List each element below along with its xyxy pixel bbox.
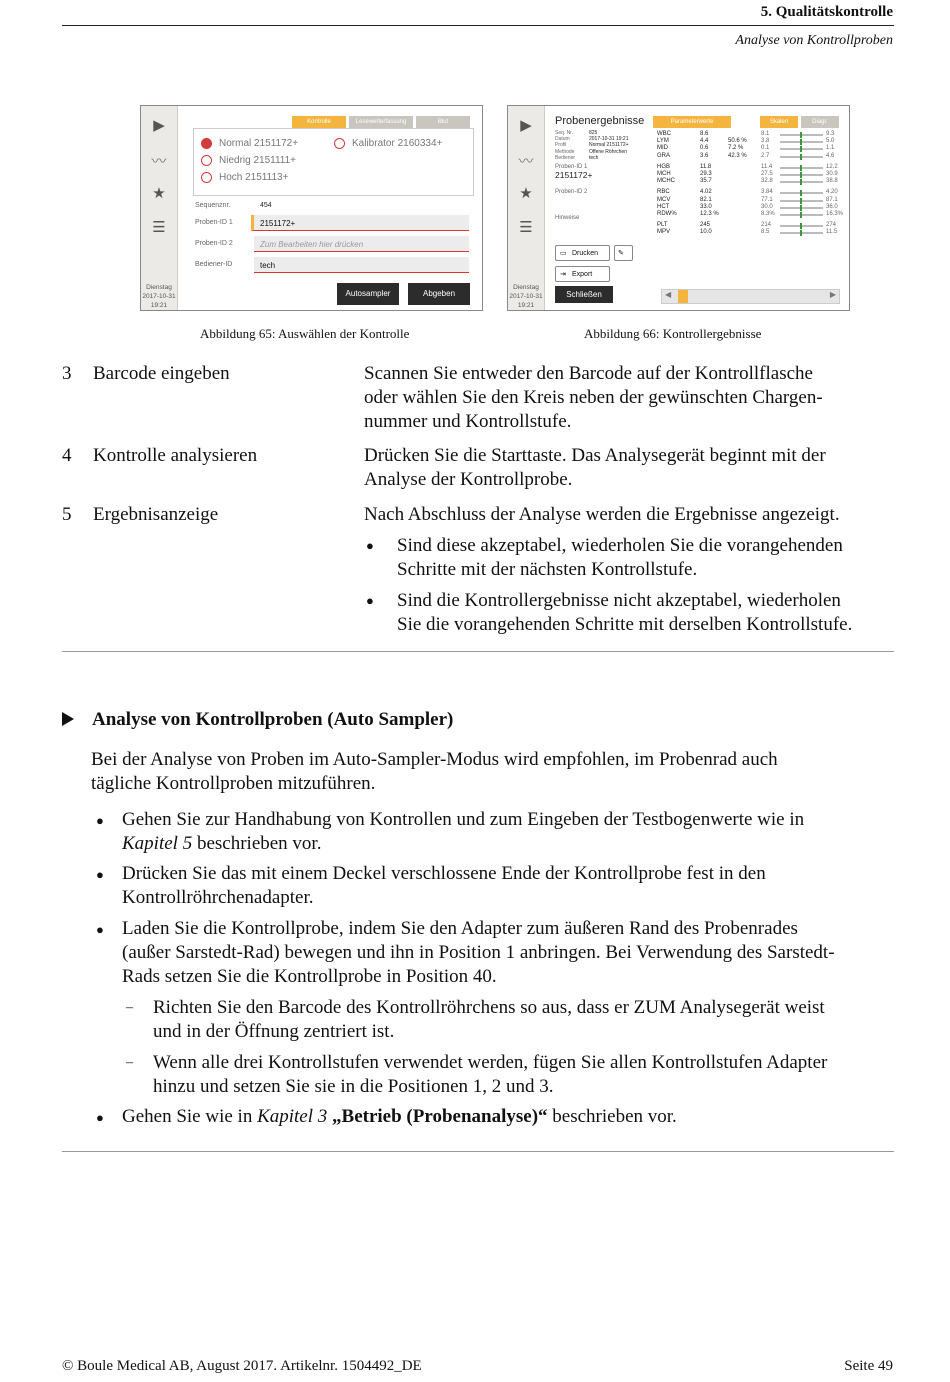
param-low: 27.5	[761, 171, 773, 177]
export-icon: ⇥	[560, 271, 566, 278]
pid1-value: 2151172+	[555, 170, 593, 180]
range-marker	[800, 139, 802, 145]
param-low: 32.8	[761, 178, 773, 185]
step-description: Drücken Sie die Starttaste. Das Analysegerät beginnt mit der Analyse der Kontrollprobe.	[364, 445, 826, 490]
scroll-right-icon[interactable]: ▶	[829, 290, 836, 299]
param-value: 10.0	[700, 229, 712, 236]
param-value: 11.8	[700, 163, 712, 170]
range-bar	[780, 200, 823, 202]
divider	[62, 1151, 894, 1152]
menu-icon[interactable]: ☰	[152, 219, 166, 236]
range-bar	[780, 225, 823, 227]
param-percent: 42.3 %	[728, 152, 747, 159]
range-marker	[800, 172, 802, 178]
param-high: 87.1	[826, 196, 838, 203]
param-low: 3.84	[761, 189, 773, 196]
list-item: Gehen Sie zur Handhabung von Kontrollen und zum Eingeben der Testbogenwerte wie in Kapitel 5 beschrieben vor.	[122, 809, 805, 854]
sidebar-datetime: Dienstag 2017-10-31 19:21	[142, 284, 176, 309]
control-selection-screenshot	[140, 105, 483, 311]
control-results-screenshot	[507, 105, 850, 311]
footer-copyright: © Boule Medical AB, August 2017. Artikelnr. 1504492_DE	[62, 1358, 422, 1374]
param-value: 82.1	[700, 196, 712, 203]
operator-field[interactable]: tech	[254, 257, 469, 273]
range-bar	[780, 232, 823, 234]
sub-list-item: Wenn alle drei Kontrollstufen verwendet werden, fügen Sie allen Kontrollstufen Adapter hinzu und setzen Sie sie in die Positionen 1, 2 und 3.	[153, 1052, 828, 1097]
range-bar	[780, 174, 823, 176]
param-name: GRA	[657, 152, 671, 159]
bullet-icon: ●	[96, 867, 104, 882]
param-value: 29.3	[700, 171, 712, 177]
tab-blood[interactable]: Blut	[416, 116, 470, 128]
tab-scales[interactable]: Skalen	[760, 116, 798, 128]
chart-icon[interactable]: 〰	[151, 153, 167, 170]
meta-label: Seq. Nr.	[555, 130, 574, 136]
play-icon[interactable]: ▶	[153, 117, 165, 134]
radio-high[interactable]	[201, 172, 212, 183]
param-name: RDW%	[657, 211, 677, 217]
scroll-left-icon[interactable]: ◀	[665, 290, 672, 299]
range-bar	[780, 192, 823, 194]
printer-icon: ▭	[560, 250, 567, 257]
param-name: WBC	[657, 131, 671, 137]
close-button[interactable]: Schließen	[555, 286, 613, 303]
radio-normal[interactable]	[201, 138, 212, 149]
step-number: 4	[62, 445, 72, 466]
param-name: MPV	[657, 229, 671, 236]
edit-button[interactable]	[614, 245, 633, 261]
sidebar-datetime: Dienstag 2017-10-31 19:21	[509, 284, 543, 309]
param-high: 16.3%	[826, 211, 844, 217]
pid1-label: Proben-ID 1	[195, 219, 233, 226]
range-bar	[780, 167, 823, 169]
meta-value: tech	[589, 154, 599, 161]
param-name: HCT	[657, 203, 670, 210]
range-bar	[780, 181, 823, 183]
range-marker	[800, 205, 802, 211]
param-high: 9.3	[826, 131, 835, 137]
range-bar	[780, 214, 823, 216]
operator-label: Bediener-ID	[195, 261, 233, 268]
range-marker	[800, 190, 802, 196]
submit-button[interactable]: Abgeben	[408, 283, 470, 305]
chart-icon[interactable]: 〰	[518, 153, 534, 170]
param-value: 4.02	[700, 189, 712, 196]
level-normal-label: Normal 2151172+	[219, 138, 299, 149]
radio-calibrator[interactable]	[334, 138, 345, 149]
step-title: Ergebnisanzeige	[93, 504, 219, 525]
range-bar	[780, 134, 823, 136]
divider	[62, 651, 894, 652]
param-value: 8.6	[700, 131, 709, 137]
range-bar	[780, 141, 823, 143]
param-name: MCV	[657, 196, 671, 203]
param-high: 5.0	[826, 138, 835, 145]
param-value: 35.7	[700, 178, 712, 185]
edit-icon: ✎	[618, 250, 624, 257]
horizontal-scrollbar[interactable]	[661, 289, 840, 304]
range-bar	[780, 207, 823, 209]
param-low: 8.3%	[761, 211, 775, 217]
param-low: 8.5	[761, 229, 770, 236]
chapter-title: 5. Qualitätskontrolle	[760, 4, 893, 20]
param-value: 3.6	[700, 152, 709, 159]
step-title: Kontrolle analysieren	[93, 445, 258, 466]
param-name: RBC	[657, 189, 670, 196]
param-high: 1.1	[826, 145, 835, 152]
param-name: MCHC	[657, 178, 675, 185]
list-item: Sind diese akzeptabel, wiederholen Sie die vorangehenden Schritte mit der nächsten Kontrollstufe.	[397, 535, 843, 580]
param-high: 4.20	[826, 189, 838, 196]
tab-diagrams[interactable]: Diagr.	[801, 116, 839, 128]
triangle-icon	[62, 712, 74, 726]
level-low-label: Niedrig 2151111+	[219, 155, 297, 166]
header-rule	[62, 25, 894, 26]
section-subtitle: Analyse von Kontrollproben	[735, 33, 893, 48]
bullet-icon: ●	[96, 813, 104, 828]
param-low: 0.1	[761, 145, 770, 152]
tab-reading-capture[interactable]: Lesewerterfassung	[349, 116, 413, 128]
param-low: 77.1	[761, 196, 773, 203]
dash-icon: –	[126, 1000, 133, 1015]
meta-value: 825	[589, 130, 598, 136]
param-name: LYM	[657, 138, 669, 145]
param-name: PLT	[657, 222, 668, 229]
star-icon[interactable]: ★	[519, 185, 533, 202]
step-description: Nach Abschluss der Analyse werden die Ergebnisse angezeigt.	[364, 504, 840, 525]
param-value: 0.6	[700, 145, 709, 152]
param-high: 30.9	[826, 171, 838, 177]
star-icon[interactable]: ★	[152, 185, 166, 202]
range-bar	[780, 148, 823, 150]
range-bar	[780, 156, 823, 158]
list-item: Gehen Sie wie in Kapitel 3 „Betrieb (Probenanalyse)“ beschrieben vor.	[122, 1106, 677, 1127]
section-heading: Analyse von Kontrollproben (Auto Sampler)	[62, 709, 453, 731]
list-item: Sind die Kontrollergebnisse nicht akzeptabel, wiederholen Sie die vorangehenden Schritte mit derselben Kontrollstufe.	[397, 590, 853, 635]
caption-fig65: Abbildung 65: Auswählen der Kontrolle	[200, 326, 410, 341]
param-low: 214	[761, 222, 772, 229]
bullet-icon: ●	[96, 922, 104, 937]
notes-label: Hinweise	[555, 215, 580, 221]
list-item: Drücken Sie das mit einem Deckel verschlossene Ende der Kontrollprobe fest in den Kontrollröhrchenadapter.	[122, 863, 766, 908]
meta-label: Methode	[555, 148, 575, 155]
radio-low[interactable]	[201, 155, 212, 166]
intro-paragraph: Bei der Analyse von Proben im Auto-Sampler-Modus wird empfohlen, im Probenrad auch tägliche Kontrollproben mitzuführen.	[91, 749, 778, 794]
param-value: 12.3 %	[700, 211, 719, 217]
range-marker	[800, 154, 802, 160]
caption-fig66: Abbildung 66: Kontrollergebnisse	[584, 326, 762, 341]
param-percent: 7.2 %	[728, 145, 744, 152]
step-description: Scannen Sie entweder den Barcode auf der Kontrollflasche oder wählen Sie den Kreis neben der gewünschten Chargen- nummer und Kontrollstufe.	[364, 363, 823, 432]
sidebar	[508, 106, 545, 310]
param-low: 30.0	[761, 203, 773, 210]
range-marker	[800, 146, 802, 152]
seq-value: 454	[260, 202, 272, 209]
play-icon[interactable]: ▶	[520, 117, 532, 134]
menu-icon[interactable]: ☰	[519, 219, 533, 236]
param-high: 12.2	[826, 163, 838, 170]
param-low: 11.4	[761, 163, 773, 170]
param-low: 8.1	[761, 131, 770, 137]
sub-list-item: Richten Sie den Barcode des Kontrollröhrchens so aus, dass er ZUM Analysegerät weist und in der Öffnung zentriert ist.	[153, 997, 825, 1042]
dash-icon: –	[126, 1055, 133, 1070]
pid2-label: Proben-ID 2	[555, 189, 588, 195]
step-title: Barcode eingeben	[93, 363, 230, 384]
results-title: Probenergebnisse	[555, 115, 645, 127]
param-name: HGB	[657, 163, 671, 170]
export-button[interactable]: ⇥ Export	[555, 266, 610, 282]
param-value: 4.4	[700, 138, 709, 145]
page-number: Seite 49	[844, 1358, 893, 1374]
meta-label: Profil	[555, 142, 567, 149]
param-percent: 50.6 %	[728, 138, 747, 145]
meta-value: Offene Röhrchen	[589, 148, 627, 155]
param-high: 36.0	[826, 203, 838, 210]
seq-label: Sequenznr.	[195, 202, 231, 209]
range-marker	[800, 212, 802, 218]
meta-label: Datum	[555, 136, 570, 143]
pid1-field[interactable]: 2151172+	[251, 215, 469, 231]
step-number: 5	[62, 504, 72, 525]
param-high: 4.6	[826, 152, 835, 159]
param-low: 2.7	[761, 152, 770, 159]
range-marker	[800, 230, 802, 236]
range-marker	[800, 179, 802, 185]
param-value: 33.0	[700, 203, 712, 210]
param-high: 38.8	[826, 178, 838, 185]
bullet-icon: ●	[366, 538, 374, 553]
param-value: 245	[700, 222, 711, 229]
scroll-thumb[interactable]	[678, 290, 688, 303]
range-marker	[800, 198, 802, 204]
tab-parameters[interactable]: Parameterwerte	[653, 116, 731, 128]
bullet-icon: ●	[366, 593, 374, 608]
param-name: MCH	[657, 171, 671, 177]
sidebar	[141, 106, 178, 310]
pid1-label: Proben-ID 1	[555, 164, 588, 170]
meta-label: Bediener	[555, 154, 576, 161]
meta-value: Normal 2151172+	[589, 142, 629, 149]
autosampler-button[interactable]: Autosampler	[337, 283, 399, 305]
meta-value: 2017-10-31 19:21	[589, 136, 629, 143]
tab-control[interactable]: Kontrolle	[292, 116, 346, 128]
print-button[interactable]: ▭ Drucken	[555, 245, 610, 261]
param-low: 3.8	[761, 138, 770, 145]
range-marker	[800, 132, 802, 138]
param-high: 274	[826, 222, 837, 229]
range-marker	[800, 165, 802, 171]
pid2-field[interactable]: Zum Bearbeiten hier drücken	[254, 236, 469, 252]
list-item: Laden Sie die Kontrollprobe, indem Sie den Adapter zum äußeren Rand des Probenrades (außer Sarstedt-Rad) bewegen und ihn in Position 1 anbringen. Bei Verwendung des Sarstedt- Rads setzen Sie die Kontrollprobe in Position 40.	[122, 918, 835, 987]
step-number: 3	[62, 363, 72, 384]
level-high-label: Hoch 2151113+	[219, 172, 289, 183]
range-marker	[800, 223, 802, 229]
calibrator-label: Kalibrator 2160334+	[352, 138, 443, 149]
param-name: MID	[657, 145, 668, 152]
param-high: 11.5	[826, 229, 838, 236]
pid2-label: Proben-ID 2	[195, 240, 233, 247]
bullet-icon: ●	[96, 1110, 104, 1125]
